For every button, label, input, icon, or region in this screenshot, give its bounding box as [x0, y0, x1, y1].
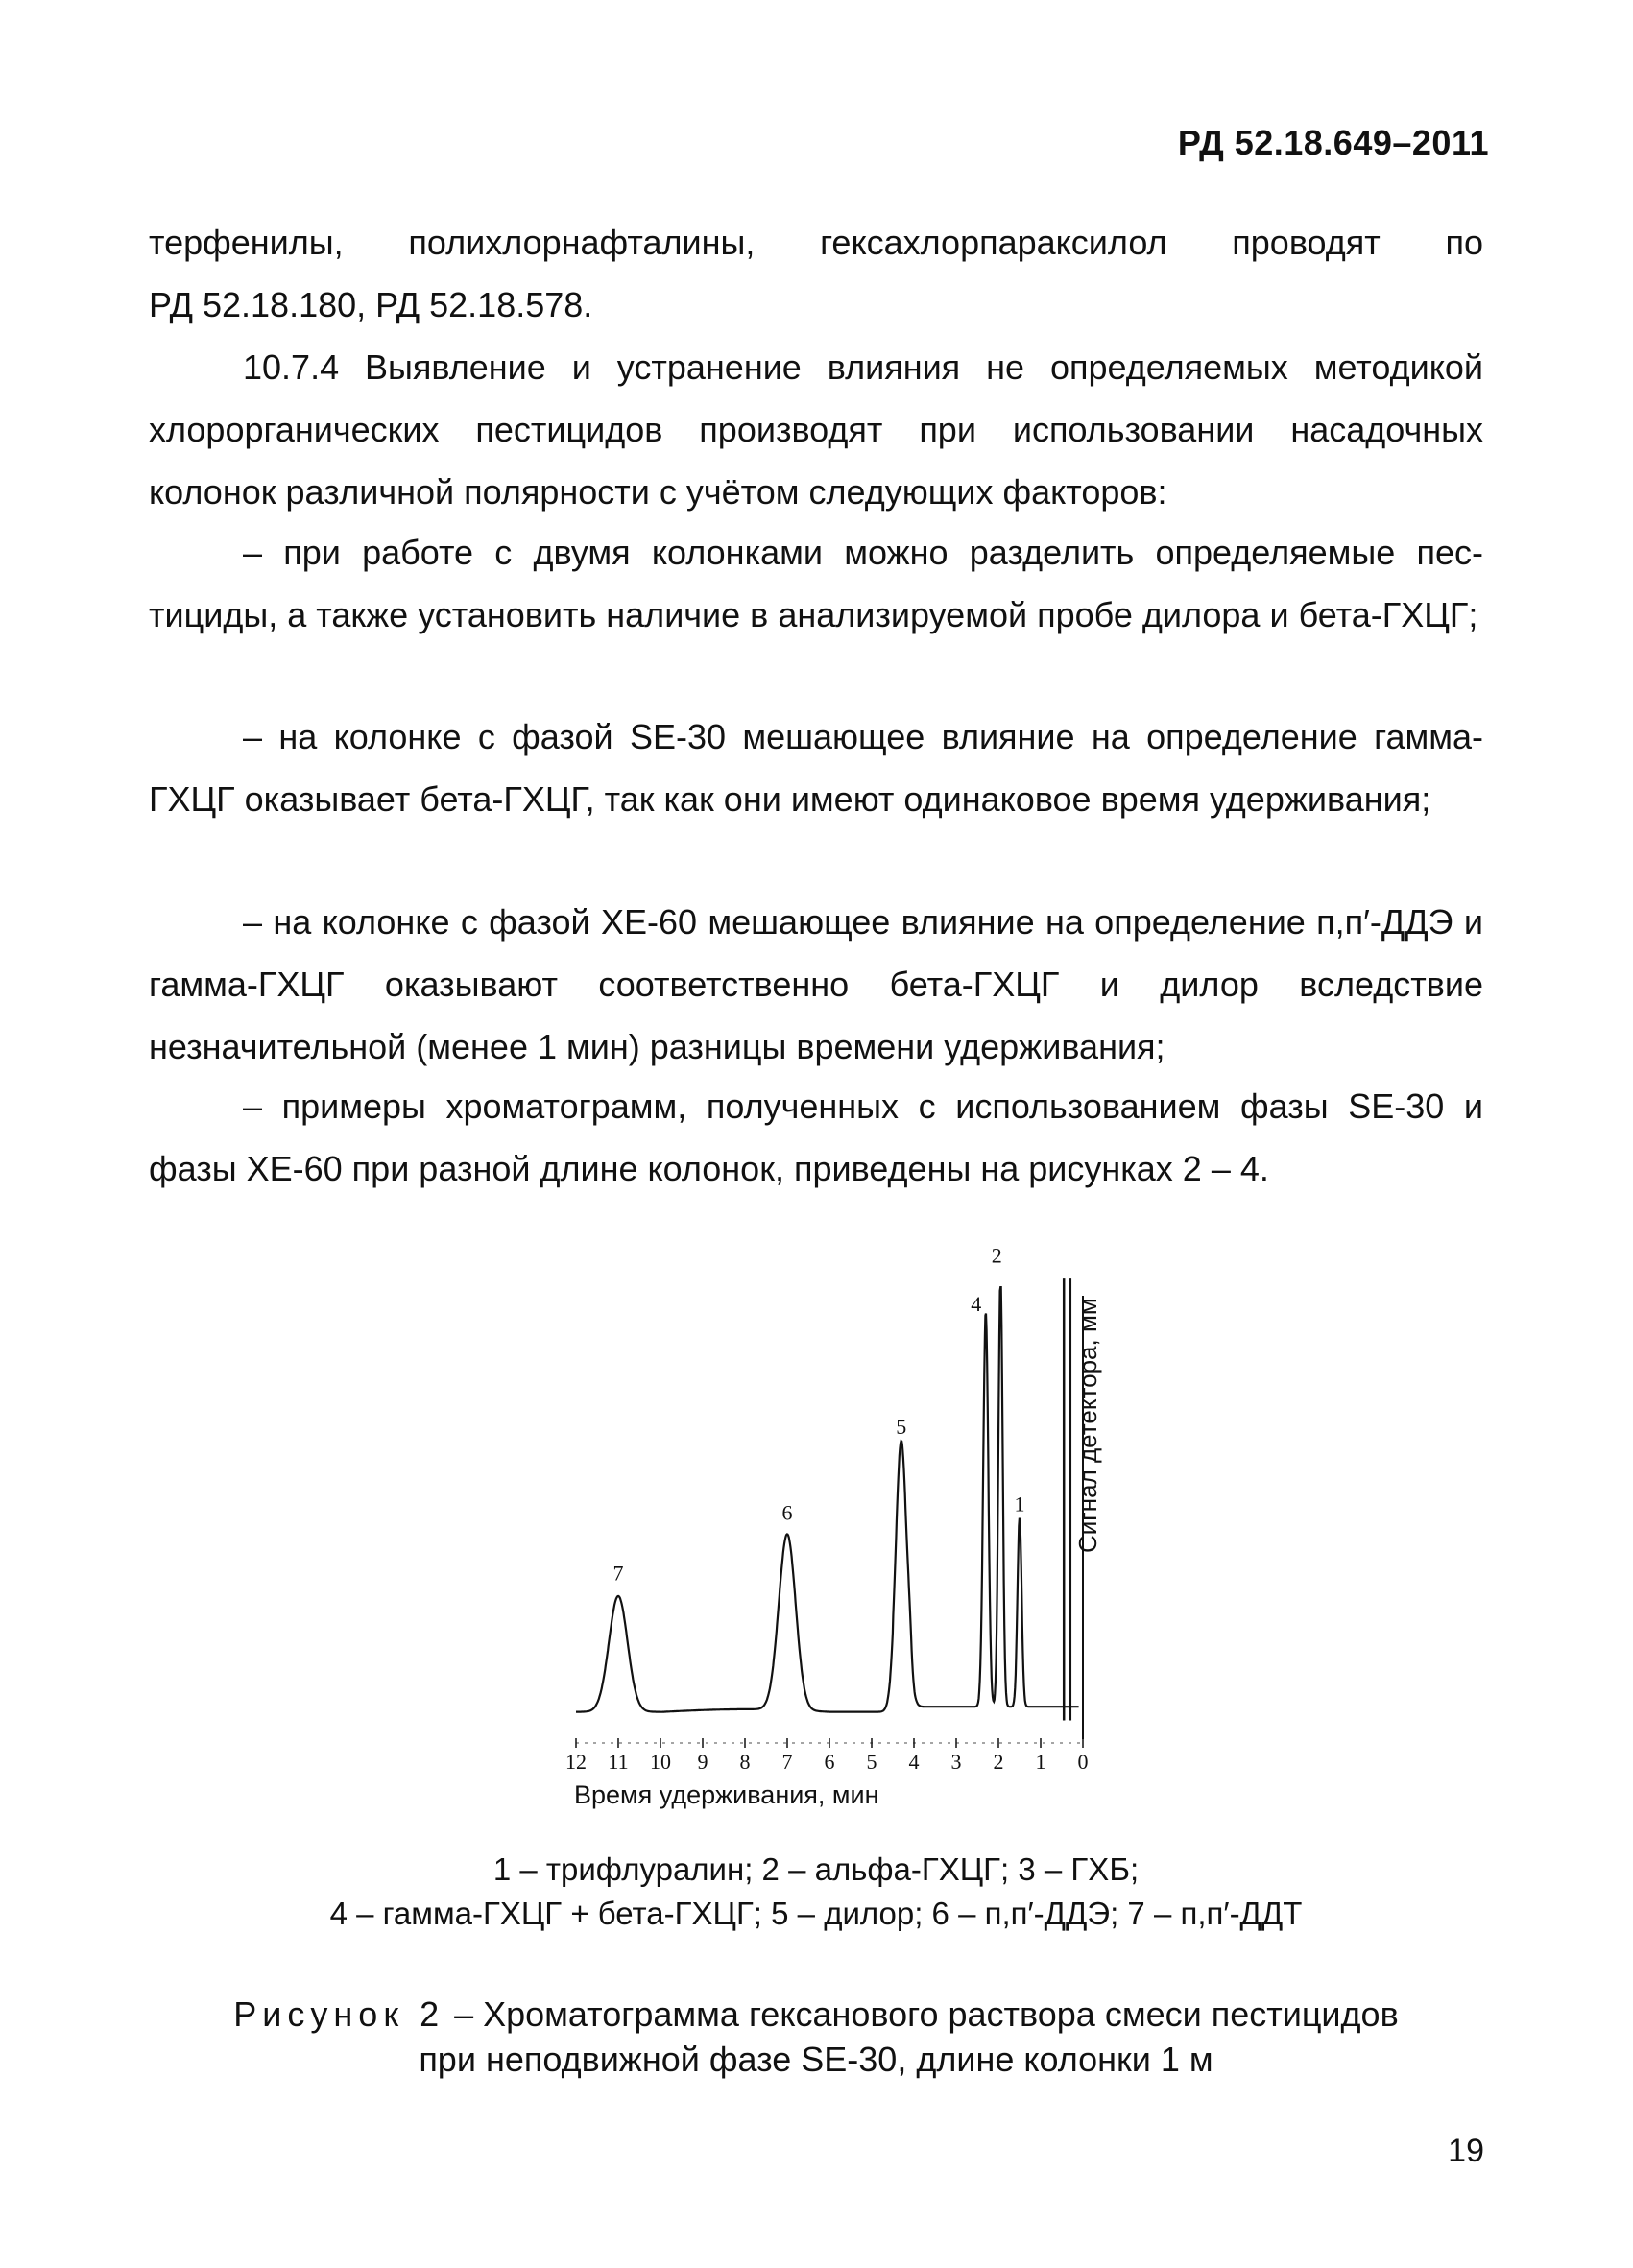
peak-label: 4 — [971, 1291, 982, 1316]
peak-label: 2 — [991, 1243, 1002, 1268]
paragraph-10-7-4 — [149, 336, 1483, 523]
caption-line: при неподвижной фазе SE-30, длине колонки 1 м — [419, 2040, 1213, 2079]
list-item-se30 — [149, 705, 1483, 830]
legend-line: 1 – трифлуралин; 2 – альфа-ГХЦГ; 3 – ГХБ; — [492, 1851, 1140, 1887]
peak-label: 5 — [896, 1414, 907, 1439]
x-tick-label: 10 — [650, 1750, 671, 1774]
x-tick-label: 4 — [908, 1750, 920, 1774]
caption-lead: Рисунок 2 — [233, 1994, 445, 2034]
x-tick-label: 0 — [1077, 1750, 1089, 1774]
x-tick-label: 1 — [1035, 1750, 1046, 1774]
chromatogram-svg — [538, 1243, 1152, 1795]
y-axis-label: Сигнал детектора, мм — [1073, 1298, 1102, 1553]
x-tick-label: 6 — [824, 1750, 835, 1774]
chromatogram-trace — [576, 1287, 1079, 1712]
y-axis-label-wrap — [1073, 1265, 1131, 1553]
legend-line: 4 – гамма-ГХЦГ + бета-ГХЦГ; 5 – дилор; 6 – п,п′-ДДЭ; 7 – п,п′-ДДТ — [329, 1896, 1303, 1931]
page-number: 19 — [1448, 2133, 1484, 2169]
document-code: РД 52.18.649–2011 — [1177, 123, 1489, 162]
x-tick-label: 8 — [739, 1750, 751, 1774]
figure-legend — [192, 1848, 1440, 1936]
word: гексахлорпараксилол — [820, 223, 1167, 262]
word: терфенилы, — [149, 223, 344, 262]
caption-rest: – Хроматограмма гексанового раствора смеси пестицидов — [444, 1994, 1399, 2034]
list-item-two-columns — [149, 521, 1483, 646]
paragraph-text: 10.7.4 Выявление и устранение влияния не определяемых методикой хлорорганических пестицидов производят при использовании насадочных колонок различной полярности с учётом следующих факторов: — [149, 347, 1483, 512]
list-item-text: – при работе с двумя колонками можно разделить определяемые пестициды, а также установить наличие в анализируемой пробе дилора и бета-ГХЦГ; — [149, 533, 1483, 634]
list-item-examples — [149, 1075, 1483, 1200]
list-item-xe60 — [149, 891, 1483, 1078]
paragraph-continuation — [149, 211, 1483, 336]
x-tick-label: 3 — [950, 1750, 962, 1774]
word: проводят — [1232, 223, 1381, 262]
x-tick-label: 11 — [608, 1750, 629, 1774]
list-item-text: – примеры хроматограмм, полученных с использованием фазы SE-30 и фазы XE-60 при разной длине колонок, приведены на рисунках 2 – 4. — [149, 1086, 1483, 1188]
x-axis-label: Время удерживания, мин — [574, 1780, 879, 1809]
caption-line — [144, 1992, 1488, 2037]
x-tick-label: 2 — [993, 1750, 1004, 1774]
x-tick-label: 9 — [697, 1750, 708, 1774]
x-tick-label: 7 — [781, 1750, 793, 1774]
list-item-text: – на колонке с фазой SE-30 мешающее влияние на определение гамма-ГХЦГ оказывает бета-ГХЦГ, так как они имеют одинаковое время удерживания; — [149, 717, 1483, 819]
list-item-text: – на колонке с фазой XE-60 мешающее влияние на определение п,п′-ДДЭ и гамма-ГХЦГ оказывают соответственно бета-ГХЦГ и дилор вследствие незначительной (менее 1 мин) разницы времени удерживания; — [149, 902, 1483, 1066]
figure-caption — [144, 1992, 1488, 2082]
paragraph-line: РД 52.18.180, РД 52.18.578. — [149, 285, 593, 324]
peak-label: 6 — [781, 1500, 793, 1525]
word: по — [1445, 223, 1483, 262]
x-tick-label: 12 — [565, 1750, 587, 1774]
paragraph-line-spread — [149, 211, 1483, 274]
chromatogram-chart — [538, 1243, 1152, 1795]
peak-label: 1 — [1014, 1492, 1025, 1516]
peak-label: 7 — [612, 1561, 624, 1586]
x-tick-label: 5 — [866, 1750, 877, 1774]
word: полихлорнафталины, — [408, 223, 756, 262]
